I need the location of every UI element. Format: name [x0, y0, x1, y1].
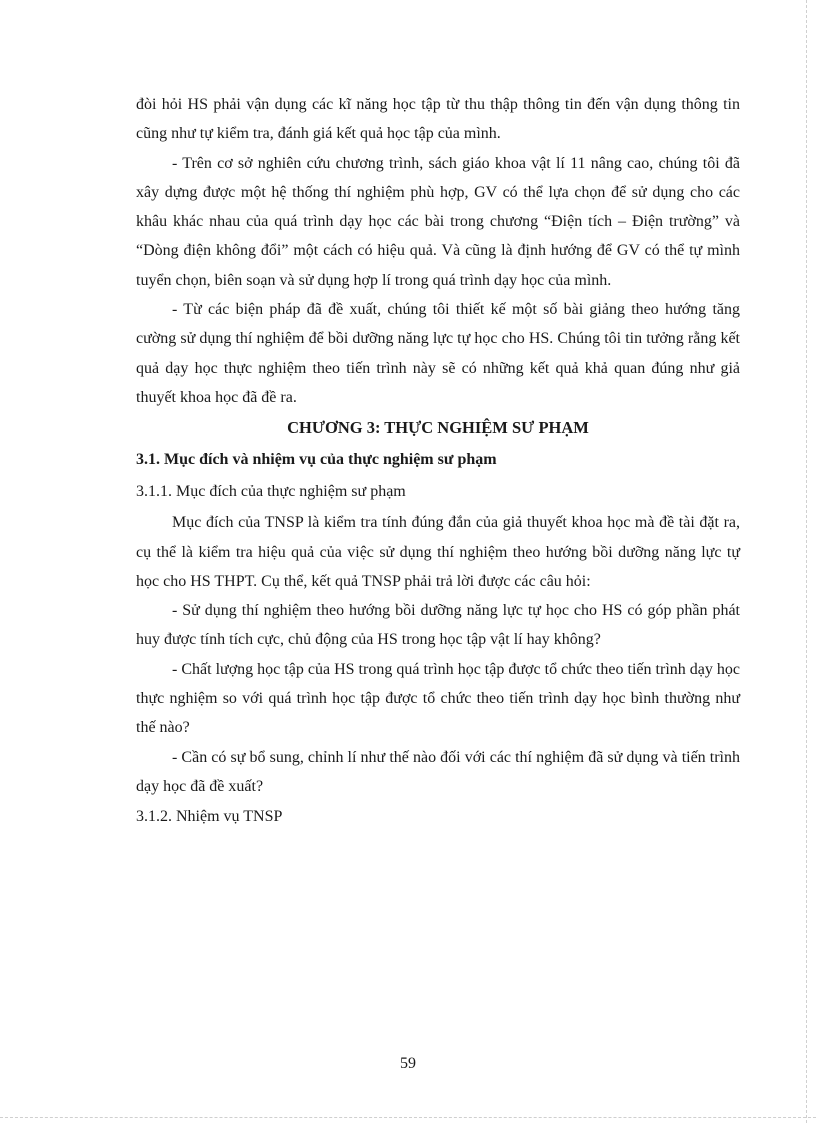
paragraph: - Chất lượng học tập của HS trong quá trình học tập được tổ chức theo tiến trình dạy học thực nghiệm so với quá trình học tập được tổ chức theo tiến trình dạy học bình thường như thế nào?: [136, 660, 740, 737]
page-border-right: [806, 0, 807, 1123]
paragraph: - Cần có sự bổ sung, chỉnh lí như thế nào đối với các thí nghiệm đã sử dụng và tiến trình dạy học đã đề xuất?: [136, 748, 740, 795]
subsection-title: 3.1.1. Mục đích của thực nghiệm sư phạm: [136, 483, 406, 501]
paragraph: đòi hỏi HS phải vận dụng các kĩ năng học tập từ thu thập thông tin đến vận dụng thông tin cũng như tự kiểm tra, đánh giá kết quả học tập của mình.: [136, 96, 740, 143]
section-title: 3.1. Mục đích và nhiệm vụ của thực nghiệm sư phạm: [136, 451, 497, 469]
page-number: 59: [400, 1055, 416, 1072]
chapter-title: CHƯƠNG 3: THỰC NGHIỆM SƯ PHẠM: [287, 418, 589, 438]
subsection-title: 3.1.2. Nhiệm vụ TNSP: [136, 808, 283, 826]
paragraph: - Trên cơ sở nghiên cứu chương trình, sách giáo khoa vật lí 11 nâng cao, chúng tôi đã xây dựng được một hệ thống thí nghiệm phù hợp, GV có thể lựa chọn để sử dụng cho các khâu khác nhau của quá trình dạy học các bài trong chương “Điện tích – Điện trường” và “Dòng điện không đổi” một cách có hiệu quả. Và cũng là định hướng để GV có thể tự mình tuyển chọn, biên soạn và sử dụng hợp lí trong quá trình dạy học của mình.: [136, 154, 740, 289]
page-content: [136, 90, 740, 833]
paragraph: Mục đích của TNSP là kiểm tra tính đúng đắn của giả thuyết khoa học mà đề tài đặt ra, cụ thể là kiểm tra hiệu quả của việc sử dụng thí nghiệm theo hướng bồi dưỡng năng lực tự học cho HS THPT. Cụ thể, kết quả TNSP phải trả lời được các câu hỏi:: [136, 514, 740, 590]
paragraph: - Sử dụng thí nghiệm theo hướng bồi dưỡng năng lực tự học cho HS có góp phần phát huy được tính tích cực, chủ động của HS trong học tập vật lí hay không?: [136, 602, 740, 649]
paragraph: - Từ các biện pháp đã đề xuất, chúng tôi thiết kế một số bài giảng theo hướng tăng cường sử dụng thí nghiệm để bồi dưỡng năng lực tự học cho HS. Chúng tôi tin tưởng rằng kết quả dạy học thực nghiệm theo tiến trình này sẽ có những kết quả khả quan đúng như giả thuyết khoa học đã đề ra.: [136, 301, 740, 406]
page-border-bottom: [0, 1117, 816, 1118]
